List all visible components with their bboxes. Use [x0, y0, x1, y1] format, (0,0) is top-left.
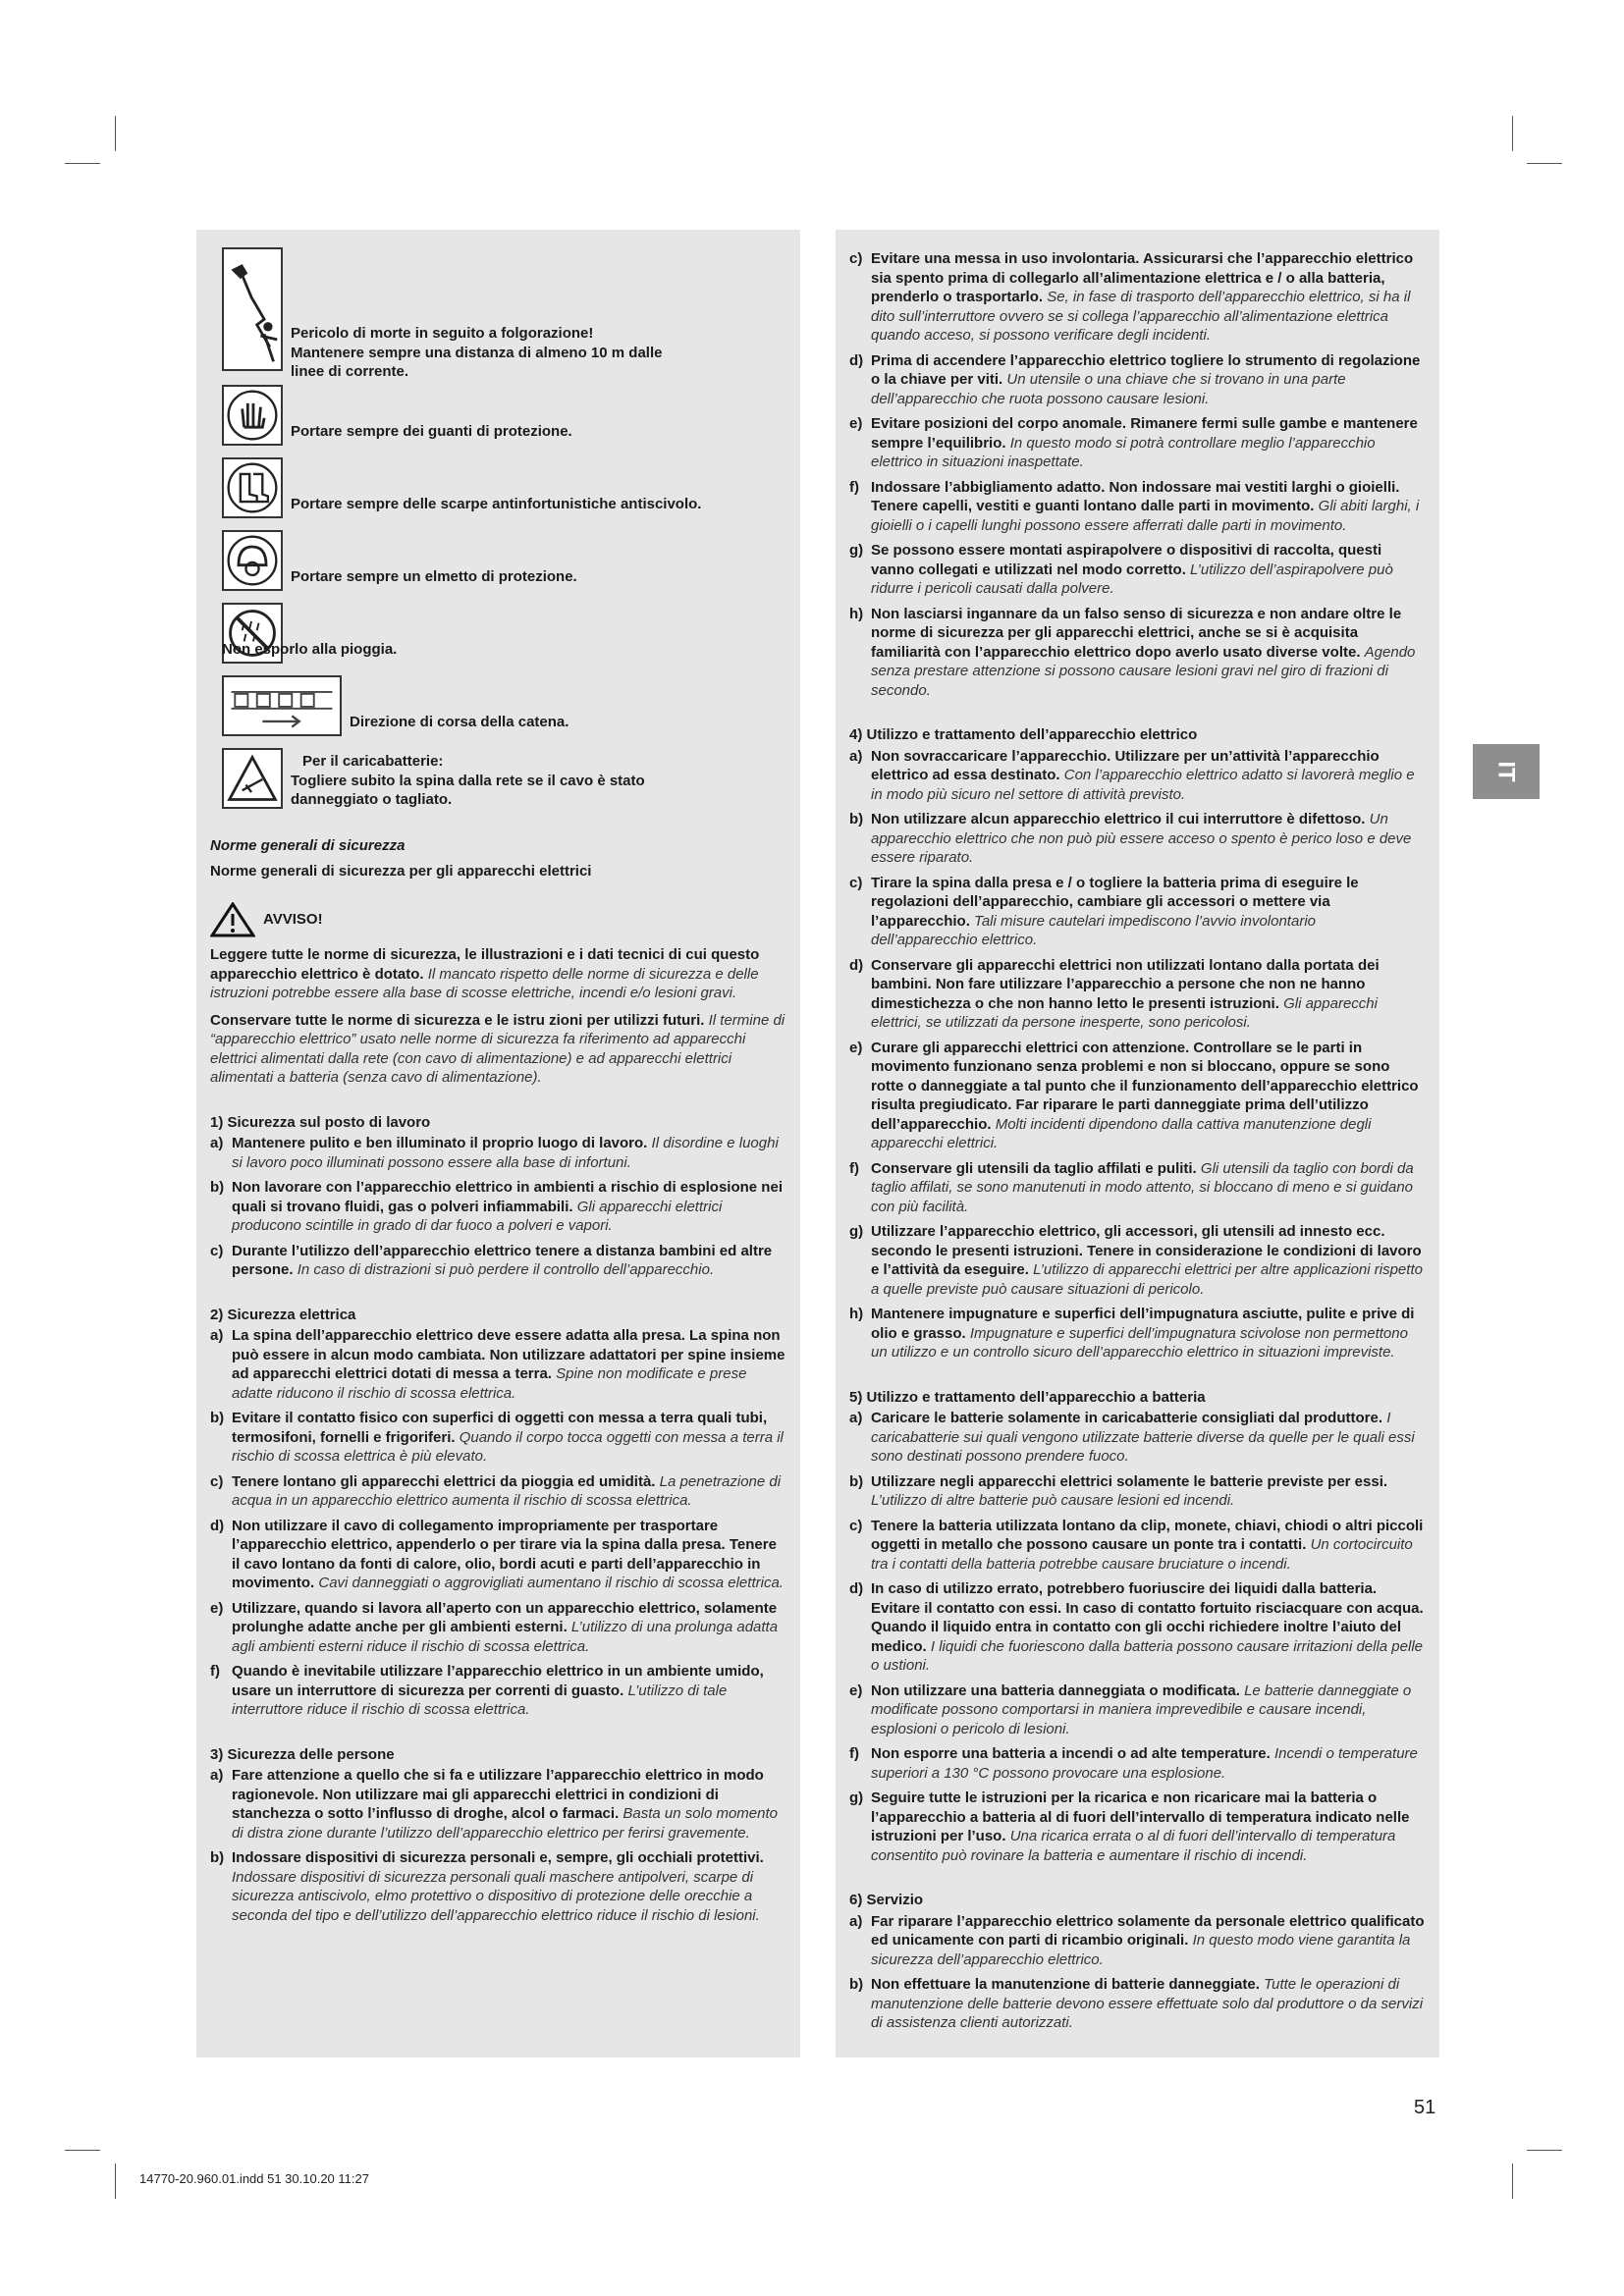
item-letter: b) [849, 1976, 864, 1993]
item-letter: a) [849, 1912, 863, 1930]
item-bold-text: Indossare dispositivi di sicurezza personali e, sempre, gli occhiali protettivi. [232, 1849, 764, 1866]
item-bold-text: Prima di accendere l’apparecchio elettrico togliere lo strumento di regolazione o la chiave per viti. [871, 351, 1421, 388]
list-item [849, 874, 1426, 950]
item-bold-text: Non lavorare con l’apparecchio elettrico in ambienti a rischio di esplosione nei quali si trovano fluidi, gas o polveri infiammabili. [232, 1179, 783, 1215]
item-letter: c) [849, 874, 863, 891]
item-italic-text: Agendo senza prestare attenzione si possono causare lesioni gravi nel giro di frazioni di secondo. [871, 643, 1416, 699]
list-item [849, 249, 1426, 346]
item-italic-text: Quando il corpo tocca oggetti con messa a terra il rischio di scossa elettrica è più elevato. [232, 1428, 784, 1465]
list-item [210, 1766, 786, 1842]
item-italic-text: I liquidi che fuoriescono dalla batteria possono causare irritazioni della pelle o ustioni. [871, 1637, 1423, 1674]
section-title: 6) Servizio [849, 1892, 924, 1908]
item-bold-text: Fare attenzione a quello che si fa e utilizzare l’apparecchio elettrico in modo ragionevole. Non utilizzare mai gli apparecchi elettrici in condizioni di stanchezza o sotto l’influsso di droghe, alcol o farmaci. [232, 1767, 764, 1822]
item-bold-text: Evitare una messa in uso involontaria. Assicurarsi che l’apparecchio elettrico sia spento prima di collegarlo all’alimentazione elettrica e / o alla batteria, prenderlo o trasportarlo. [871, 250, 1414, 305]
list-item [849, 1789, 1426, 1865]
item-letter: a) [849, 747, 863, 765]
item-bold-text: Se possono essere montati aspirapolvere o dispositivi di raccolta, questi vanno collegati e utilizzati nel modo corretto. [871, 542, 1382, 578]
warning-triangle-icon [210, 902, 255, 937]
general-heading-bold: Norme generali di sicurezza per gli apparecchi elettrici [210, 862, 592, 880]
item-italic-text: L’utilizzo di tale interruttore riduce il rischio di scossa elettrica. [232, 1682, 728, 1718]
section-title: 4) Utilizzo e trattamento dell’apparecchio elettrico [849, 726, 1198, 743]
item-italic-text: Le batterie danneggiate o modificate possono comportarsi in maniera imprevedibile e causare incendi, esplosioni o pericolo di lesioni. [871, 1682, 1412, 1737]
list-item [849, 414, 1426, 472]
item-italic-text: In questo modo viene garantita la sicurezza dell’apparecchio elettrico. [871, 1932, 1411, 1968]
helmet-icon [222, 530, 283, 591]
section-title: 1) Sicurezza sul posto di lavoro [210, 1113, 431, 1131]
item-letter: e) [849, 415, 863, 432]
list-item [210, 1517, 786, 1593]
item-bold-text: Non utilizzare alcun apparecchio elettrico il cui interruttore è difettoso. [871, 811, 1366, 828]
item-bold-text: Far riparare l’apparecchio elettrico solamente da personale elettrico qualificato ed unicamente con parti di ricambio originali. [871, 1912, 1425, 1949]
crop-mark [1512, 2163, 1513, 2199]
list-item [849, 747, 1426, 805]
item-italic-text: L’utilizzo di una prolunga adatta agli ambienti esterni riduce il rischio di scossa elettrica. [232, 1619, 779, 1655]
item-italic-text: Un utensile o una chiave che si trovano in una parte dell’apparecchio che ruota possono causare lesioni. [871, 371, 1346, 407]
list-item [210, 1662, 786, 1720]
crop-mark [1512, 116, 1513, 151]
item-letter: a) [849, 1410, 863, 1426]
list-item [849, 956, 1426, 1033]
crop-mark [65, 2150, 100, 2151]
item-italic-text: I caricabatterie sui quali vengono utilizzate batterie diverse da quelle per le quali essi sono destinati possono prendere fuoco. [871, 1410, 1415, 1465]
section-title: 3) Sicurezza delle persone [210, 1745, 395, 1763]
list-item [849, 351, 1426, 409]
item-bold-text: Seguire tutte le istruzioni per la ricarica e non ricaricare mai la batteria o l’apparecchio a batteria al di fuori dell’intervallo di temperatura indicato nelle istruzioni per l’uso. [871, 1789, 1410, 1844]
item-bold-text: Curare gli apparecchi elettrici con attenzione. Controllare se le parti in movimento funzionano senza problemi e non si bloccano, oppure se sono rotte o danneggiate a tal punto che il funzionamento dell’apparecchio elettrico risulta pregiudicato. Far riparare le parti danneggiate prima dell’utilizzo dell’apparecchio. [871, 1039, 1419, 1133]
list-item [849, 541, 1426, 599]
symbol-text: Portare sempre dei guanti di protezione. [291, 423, 572, 440]
item-letter: f) [849, 1159, 859, 1177]
item-italic-text: Spine non modificate e prese adatte riducono il rischio di scossa elettrica. [232, 1365, 747, 1402]
item-letter: b) [849, 811, 864, 828]
item-letter: a) [210, 1135, 224, 1151]
item-italic-text: Gli apparecchi elettrici producono scintille in grado di dar fuoco a polveri e vapori. [232, 1198, 723, 1234]
item-bold-text: Tenere lontano gli apparecchi elettrici da pioggia ed umidità. [232, 1472, 656, 1490]
charger-warning-icon [222, 748, 283, 809]
item-italic-text: In questo modo si potrà controllare meglio l’apparecchio elettrico in situazioni inaspettate. [871, 434, 1376, 470]
item-italic-text: Il disordine e luoghi si lavoro poco illuminati possono essere alla base di infortuni. [232, 1135, 779, 1171]
list-item [210, 1134, 786, 1172]
item-italic-text: In caso di distrazioni si può perdere il controllo dell’apparecchio. [297, 1261, 715, 1278]
item-letter: d) [849, 1580, 864, 1597]
item-italic-text: Gli utensili da taglio con bordi da taglio affilati, se sono manutenuti in modo attento, si bloccano di meno e si guidano con più facilità. [871, 1159, 1414, 1215]
item-bold-text: Mantenere impugnature e superfici dell’impugnatura asciutte, pulite e prive di olio e grasso. [871, 1306, 1415, 1342]
item-letter: f) [849, 1745, 859, 1762]
item-letter: d) [210, 1517, 225, 1534]
item-italic-text: Tutte le operazioni di manutenzione delle batterie devono essere effettuate solo dal produttore o da servizi di assistenza clienti autorizzati. [871, 1976, 1424, 2031]
boots-icon [222, 457, 283, 518]
list-item [210, 1599, 786, 1657]
item-letter: h) [849, 1306, 864, 1322]
lightning-person-icon [222, 247, 283, 371]
general-heading-italic: Norme generali di sicurezza [210, 837, 406, 854]
right-sections [849, 725, 1426, 2033]
list-item [210, 1848, 786, 1925]
list-item [849, 1912, 1426, 1970]
item-bold-text: Evitare il contatto fisico con superfici di oggetti con messa a terra quali tubi, termosifoni, fornelli e frigoriferi. [232, 1410, 768, 1446]
list-item [849, 810, 1426, 868]
list-item [210, 1409, 786, 1467]
symbol-text: Portare sempre un elmetto di protezione. [291, 568, 577, 585]
item-bold-text: La spina dell’apparecchio elettrico deve essere adatta alla presa. La spina non può essere in alcun modo cambiata. Non utilizzare adattatori per spine insieme ad apparecchi elettrici dotati di messa a terra. [232, 1327, 785, 1382]
item-bold-text: Non utilizzare il cavo di collegamento impropriamente per trasportare l’apparecchio elettrico, appenderlo o per tirare via la spina dalla presa. Tenere il cavo lontano da fonti di calore, olio, bordi acuti e parti dell’apparecchio in movimento. [232, 1517, 777, 1591]
item-italic-text: Se, in fase di trasporto dell’apparecchio elettrico, si ha il dito sull’interruttore ovvero se si collega l’apparecchio all’alimentazione elettrica quando acceso, si possono verificare degli incidenti. [871, 289, 1411, 344]
list-item [849, 1222, 1426, 1299]
warning-row [210, 902, 786, 937]
crop-mark [115, 2163, 116, 2199]
item-letter: b) [210, 1410, 225, 1426]
general-paragraph: Leggere tutte le norme di sicurezza, le illustrazioni e i dati tecnici di cui questo apparecchio elettrico è dotato. Il mancato rispetto delle norme di sicurezza e delle istruzioni potrebbe essere alla base di scosse elettriche, incendi e/o lesioni gravi. [210, 946, 760, 1001]
symbol-text: Per il caricabatterie: Togliere subito la spina dalla rete se il cavo è stato danneggiato o tagliato. [291, 753, 645, 808]
list-item [849, 1517, 1426, 1575]
crop-mark [65, 163, 100, 164]
item-bold-text: Non esporre una batteria a incendi o ad alte temperature. [871, 1745, 1271, 1762]
list-item [849, 1159, 1426, 1217]
list-item [849, 1472, 1426, 1511]
right-intro-items [849, 249, 1426, 700]
list-item [849, 1305, 1426, 1362]
item-letter: c) [849, 1517, 863, 1534]
print-footer: 14770-20.960.01.indd 51 30.10.20 11:27 [139, 2171, 369, 2186]
item-letter: d) [849, 351, 864, 369]
list-item [849, 1039, 1426, 1153]
item-bold-text: In caso di utilizzo errato, potrebbero fuoriuscire dei liquidi dalla batteria. Evitare il contatto con essi. In caso di contatto fortuito risciacquare con acqua. Quando il liquido entra in contatto con gli occhi richiedere inoltre l’aiuto del medico. [871, 1580, 1424, 1655]
item-italic-text: Basta un solo momento di distra zione durante l’utilizzo dell’apparecchio elettrico per ferirsi gravemente. [232, 1805, 778, 1842]
item-italic-text: Gli apparecchi elettrici, se utilizzati da persone inesperte, sono pericolosi. [871, 994, 1378, 1031]
left-sections [210, 1113, 786, 1926]
item-italic-text: Impugnature e superfici dell’impugnatura scivolose non permettono un utilizzo e un controllo sicuro dell’apparecchio elettrico in situazioni impreviste. [871, 1324, 1408, 1361]
item-italic-text: L’utilizzo di altre batterie può causare lesioni ed incendi. [871, 1492, 1235, 1509]
item-italic-text: L’utilizzo di apparecchi elettrici per altre applicazioni rispetto a quelle previste può causare situazioni di pericolo. [871, 1261, 1423, 1298]
item-letter: e) [849, 1039, 863, 1056]
item-italic-text: Un apparecchio elettrico che non può più essere acceso o spento è perico loso e deve essere riparato. [871, 811, 1412, 866]
item-bold-text: Mantenere pulito e ben illuminato il proprio luogo di lavoro. [232, 1135, 648, 1151]
item-letter: c) [210, 1472, 224, 1490]
warning-label: AVVISO! [263, 911, 323, 929]
item-letter: b) [849, 1472, 864, 1490]
crop-mark [1527, 2150, 1562, 2151]
item-bold-text: Non effettuare la manutenzione di batterie danneggiate. [871, 1976, 1260, 1993]
item-letter: f) [849, 478, 859, 496]
item-bold-text: Non sovraccaricare l’apparecchio. Utilizzare per un’attività l’apparecchio elettrico ad essa destinato. [871, 747, 1380, 783]
list-item [849, 605, 1426, 701]
item-letter: e) [210, 1599, 224, 1617]
item-italic-text: Cavi danneggiati o aggrovigliati aumentano il rischio di scossa elettrica. [318, 1575, 784, 1591]
item-bold-text: Utilizzare, quando si lavora all’aperto con un apparecchio elettrico, solamente prolunghe adatte anche per gli ambienti esterni. [232, 1599, 778, 1635]
right-column [836, 230, 1439, 2057]
item-bold-text: Utilizzare negli apparecchi elettrici solamente le batterie previste per essi. [871, 1472, 1388, 1490]
item-bold-text: Tirare la spina dalla presa e / o togliere la batteria prima di eseguire le regolazioni dell’apparecchio, cambiare gli accessori o mettere via l’apparecchio. [871, 874, 1359, 930]
list-item [210, 1242, 786, 1280]
item-bold-text: Indossare l’abbigliamento adatto. Non indossare mai vestiti larghi o gioielli. Tenere capelli, vestiti e guanti lontano dalle parti in movimento. [871, 478, 1400, 514]
chain-direction-icon [222, 675, 342, 736]
list-item [849, 478, 1426, 536]
item-bold-text: Non utilizzare una batteria danneggiata o modificata. [871, 1682, 1240, 1699]
symbol-text: Non esporlo alla pioggia. [222, 641, 398, 658]
item-bold-text: Utilizzare l’apparecchio elettrico, gli accessori, gli utensili ad innesto ecc. secondo le presenti istruzioni. Tenere in considerazione le condizioni di lavoro e l’attività da eseguire. [871, 1223, 1422, 1278]
list-item [849, 1682, 1426, 1739]
section-title: 5) Utilizzo e trattamento dell’apparecchio a batteria [849, 1388, 1206, 1406]
left-column [196, 230, 800, 2057]
page-number: 51 [1414, 2097, 1436, 2118]
item-letter: b) [210, 1849, 225, 1866]
list-item [210, 1326, 786, 1403]
item-bold-text: Non lasciarsi ingannare da un falso senso di sicurezza e non andare oltre le norme di sicurezza per gli apparecchi elettrici, anche se si è acquisita familiarità con l’apparecchio elettrico dopo averlo usato diverse volte. [871, 605, 1402, 661]
item-bold-text: Caricare le batterie solamente in caricabatterie consigliati dal produttore. [871, 1410, 1383, 1426]
item-italic-text: Gli abiti larghi, i gioielli o i capelli lunghi possono essere afferrati dalle parti in movimento. [871, 498, 1420, 534]
list-item [210, 1472, 786, 1511]
item-italic-text: Tali misure cautelari impediscono l’avvio involontario dell’apparecchio elettrico. [871, 912, 1316, 948]
item-bold-text: Tenere la batteria utilizzata lontano da clip, monete, chiavi, chiodi o altri piccoli oggetti in metallo che possono causare un ponte tra i contatti. [871, 1517, 1424, 1553]
item-letter: g) [849, 1789, 864, 1806]
item-letter: f) [210, 1663, 220, 1680]
crop-mark [1527, 163, 1562, 164]
general-paragraph: Conservare tutte le norme di sicurezza e le istru zioni per utilizzi futuri. Il termine di “apparecchio elettrico” usato nelle norme di sicurezza fa riferimento ad apparecchi elettrici alimentati dalla rete (con cavo di alimentazione) e ad apparecchi elettrici alimentati a batteria (senza cavo di alimentazione). [210, 1011, 785, 1086]
item-letter: c) [210, 1242, 224, 1259]
item-bold-text: Durante l’utilizzo dell’apparecchio elettrico tenere a distanza bambini ed altre persone. [232, 1242, 773, 1278]
item-italic-text: Con l’apparecchio elettrico adatto si lavorerà meglio e in modo più sicuro nel settore di attività previsto. [871, 767, 1415, 803]
list-item [849, 1975, 1426, 2033]
symbol-text: Direzione di corsa della catena. [350, 714, 569, 730]
crop-mark [115, 116, 116, 151]
list-item [849, 1579, 1426, 1676]
item-letter: h) [849, 605, 864, 622]
list-item [210, 1178, 786, 1236]
item-bold-text: Quando è inevitabile utilizzare l’apparecchio elettrico in un ambiente umido, usare un interruttore di sicurezza per correnti di guasto. [232, 1663, 764, 1699]
language-tab: IT [1473, 744, 1540, 799]
item-letter: b) [210, 1179, 225, 1196]
item-bold-text: Conservare gli utensili da taglio affilati e puliti. [871, 1159, 1197, 1177]
item-italic-text: L’utilizzo dell’aspirapolvere può ridurre i pericoli causati dalla polvere. [871, 561, 1393, 597]
item-letter: g) [849, 542, 864, 559]
item-letter: a) [210, 1327, 224, 1344]
item-italic-text: Indossare dispositivi di sicurezza personali quali maschere antipolveri, scarpe di sicurezza antiscivolo, elmo protettivo o dispositivo di protezione delle orecchie a seconda del tipo e dell’utilizzo dell’apparecchio elettrico riduce il rischio di lesioni. [232, 1868, 760, 1924]
item-italic-text: Incendi o temperature superiori a 130 °C possono provocare una esplosione. [871, 1745, 1418, 1782]
item-letter: d) [849, 956, 864, 974]
section-title: 2) Sicurezza elettrica [210, 1306, 356, 1323]
list-item [849, 1409, 1426, 1467]
item-letter: e) [849, 1682, 863, 1699]
item-italic-text: Molti incidenti dipendono dalla cattiva manutenzione degli apparecchi elettrici. [871, 1115, 1372, 1151]
item-letter: c) [849, 250, 863, 267]
item-italic-text: Un cortocircuito tra i contatti della batteria potrebbe causare bruciature o incendi. [871, 1536, 1413, 1573]
item-italic-text: Una ricarica errata o al di fuori dell’intervallo di temperatura consentito può rovinare la batteria e aumentare il rischio di incendi. [871, 1828, 1396, 1864]
symbol-list [210, 247, 786, 836]
item-bold-text: Conservare gli apparecchi elettrici non utilizzati lontano dalla portata dei bambini. Non fare utilizzare l’apparecchio a persone che non ne hanno dimestichezza o che non hanno letto le presenti istruzioni. [871, 956, 1380, 1012]
item-letter: a) [210, 1767, 224, 1784]
gloves-icon [222, 385, 283, 446]
item-italic-text: La penetrazione di acqua in un apparecchio elettrico aumenta il rischio di scossa elettrica. [232, 1472, 782, 1509]
item-bold-text: Evitare posizioni del corpo anomale. Rimanere fermi sulle gambe e mantenere sempre l’equilibrio. [871, 415, 1418, 452]
symbol-text: Portare sempre delle scarpe antinfortunistiche antiscivolo. [291, 496, 702, 512]
symbol-text: Pericolo di morte in seguito a folgorazione! Mantenere sempre una distanza di almeno 10 m dalle linee di corrente. [291, 325, 663, 380]
item-letter: g) [849, 1223, 864, 1240]
list-item [849, 1744, 1426, 1783]
